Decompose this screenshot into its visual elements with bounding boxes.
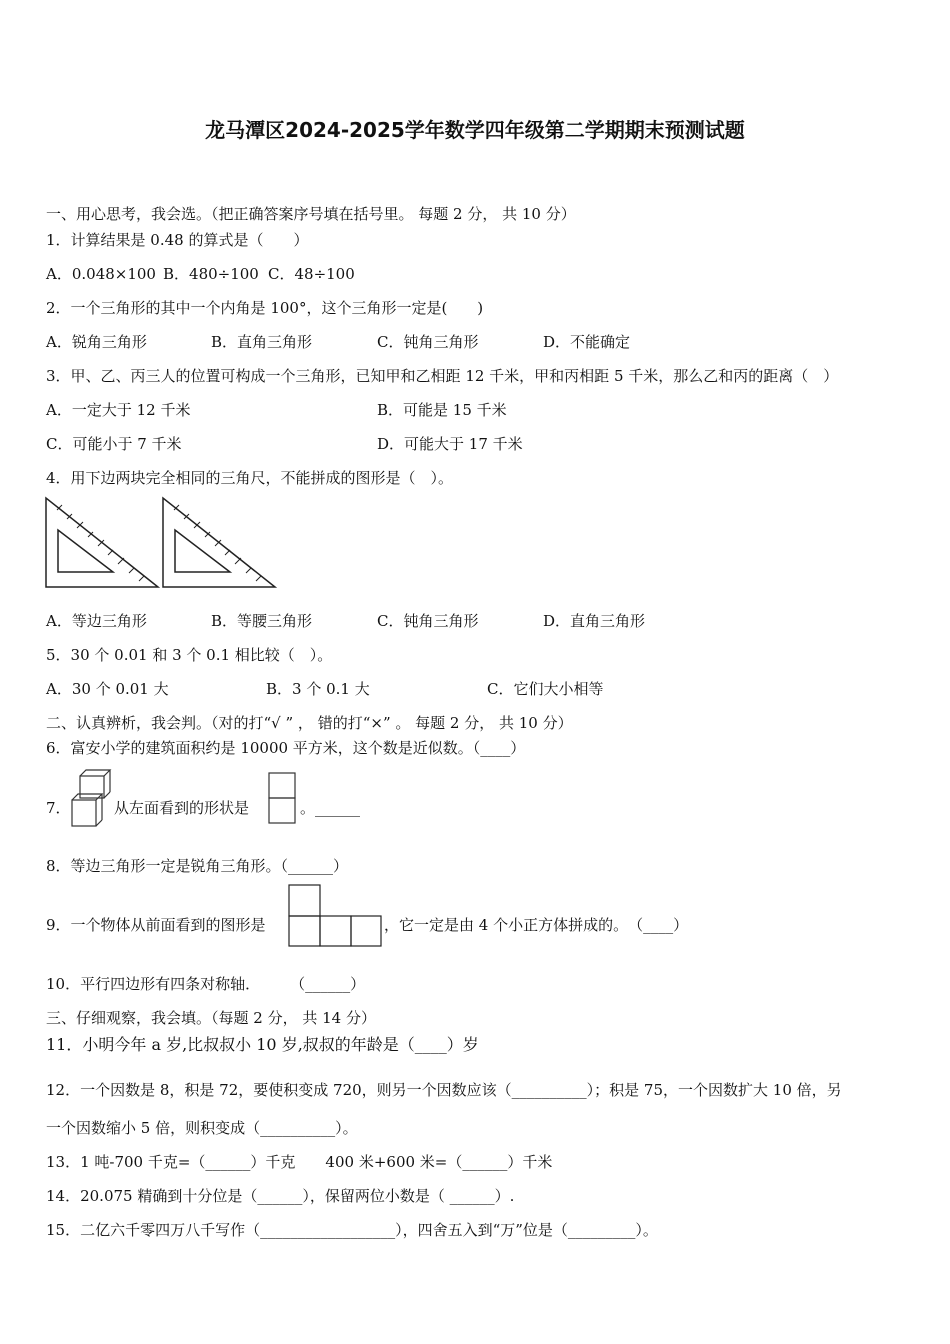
- question-9-text: 9．一个物体从前面看到的图形是: [46, 916, 266, 934]
- q4-option-b: B．等腰三角形: [211, 612, 313, 630]
- q3-option-a: A．一定大于 12 千米: [46, 401, 191, 419]
- question-11: 11．小明今年 a 岁,比叔叔小 10 岁,叔叔的年龄是（____）岁: [46, 1035, 479, 1054]
- section-1-header: 一、用心思考，我会选。（把正确答案序号填在括号里。 每题 2 分， 共 10 分）: [46, 205, 576, 223]
- question-5: 5．30 个 0.01 和 3 个 0.1 相比较（ ）。: [46, 646, 333, 664]
- question-8: 8．等边三角形一定是锐角三角形。（______）: [46, 857, 349, 875]
- triangle-ruler-icon: [46, 498, 158, 587]
- q3-option-b: B．可能是 15 千米: [377, 401, 507, 419]
- q1-option-b: B．480÷100: [163, 265, 259, 283]
- left-view-shape-icon: [268, 772, 298, 826]
- question-2: 2．一个三角形的其中一个内角是 100°，这个三角形一定是( ): [46, 299, 484, 317]
- q4-option-c: C．钝角三角形: [377, 612, 479, 630]
- question-7-text: 从左面看到的形状是: [114, 799, 250, 817]
- q1-option-c: C．48÷100: [268, 265, 355, 283]
- q2-option-b: B．直角三角形: [211, 333, 313, 351]
- q4-option-d: D．直角三角形: [543, 612, 646, 630]
- q2-option-d: D．不能确定: [543, 333, 631, 351]
- question-7-blank: 。______: [300, 799, 361, 817]
- q3-option-d: D．可能大于 17 千米: [377, 435, 523, 453]
- triangle-rulers-figure: [45, 497, 277, 589]
- question-12-line-2: 一个因数缩小 5 倍，则积变成（__________）。: [46, 1119, 358, 1137]
- question-3: 3．甲、乙、丙三人的位置可构成一个三角形，已知甲和乙相距 12 千米，甲和丙相距 5 千米，那么乙和丙的距离（ ）: [46, 367, 839, 385]
- question-7-number: 7．: [46, 799, 71, 817]
- question-10: 10．平行四边形有四条对称轴． （______）: [46, 975, 366, 993]
- question-6: 6．富安小学的建筑面积约是 10000 平方米，这个数是近似数。（____）: [46, 739, 526, 757]
- question-15: 15．二亿六千零四万八千写作（__________________），四舍五入到“万”位是（_________）。: [46, 1221, 658, 1239]
- q4-option-a: A．等边三角形: [46, 612, 147, 630]
- page-title: 龙马潭区2024-2025学年数学四年级第二学期期末预测试题: [205, 118, 745, 142]
- q2-option-c: C．钝角三角形: [377, 333, 479, 351]
- q2-option-a: A．锐角三角形: [46, 333, 147, 351]
- q1-option-a: A．0.048×100: [46, 265, 156, 283]
- section-3-header: 三、仔细观察，我会填。（每题 2 分， 共 14 分）: [46, 1009, 376, 1027]
- question-13: 13．1 吨-700 千克=（______）千克 400 米+600 米=（______）千米: [46, 1153, 553, 1171]
- question-9-blank: ，它一定是由 4 个小正方体拼成的。 （____）: [384, 916, 689, 934]
- q3-option-c: C．可能小于 7 千米: [46, 435, 182, 453]
- question-1: 1．计算结果是 0.48 的算式是（ ）: [46, 231, 309, 249]
- triangle-ruler-icon: [163, 498, 275, 587]
- q5-option-c: C．它们大小相等: [487, 680, 604, 698]
- front-view-shape-icon: [288, 884, 384, 948]
- question-12-line-1: 12．一个因数是 8，积是 72，要使积变成 720，则另一个因数应该（__________）；积是 75，一个因数扩大 10 倍，另: [46, 1081, 842, 1099]
- stacked-cubes-icon: [70, 768, 112, 828]
- q5-option-a: A．30 个 0.01 大: [46, 680, 169, 698]
- question-14: 14．20.075 精确到十分位是（______），保留两位小数是（ ______）.: [46, 1187, 515, 1205]
- q5-option-b: B．3 个 0.1 大: [266, 680, 370, 698]
- question-4: 4．用下边两块完全相同的三角尺，不能拼成的图形是（ ）。: [46, 469, 454, 487]
- section-2-header: 二、认真辨析，我会判。（对的打“√ ” ， 错的打“×” 。 每题 2 分， 共 10 分）: [46, 714, 573, 732]
